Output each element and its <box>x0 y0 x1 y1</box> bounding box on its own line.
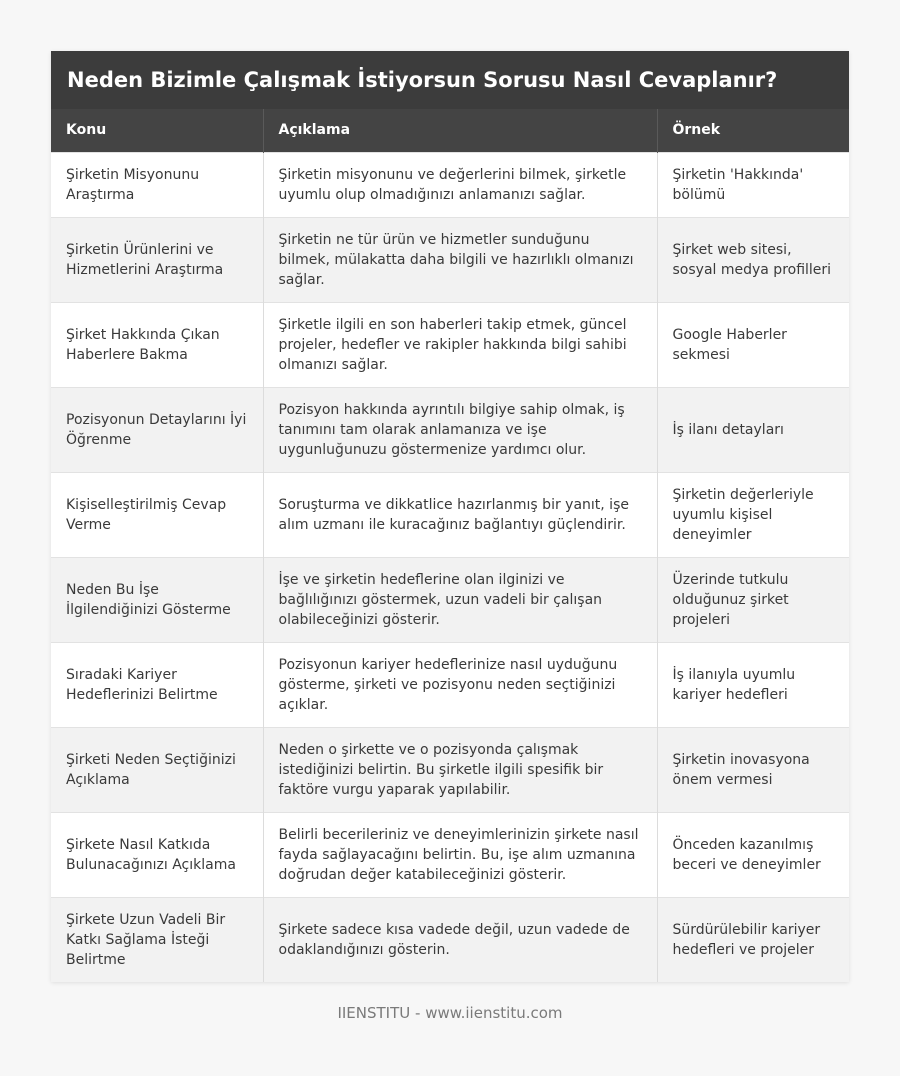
table-row <box>51 727 849 812</box>
table-row <box>51 152 849 217</box>
table-row <box>51 302 849 387</box>
table-row <box>51 472 849 557</box>
cell-aciklama: Şirketin ne tür ürün ve hizmetler sunduğunu bilmek, mülakatta daha bilgili ve hazırlıklı olmanızı sağlar. <box>263 217 657 302</box>
table-card <box>51 51 849 982</box>
cell-ornek: Önceden kazanılmış beceri ve deneyimler <box>657 812 849 897</box>
cell-ornek: İş ilanıyla uyumlu kariyer hedefleri <box>657 642 849 727</box>
cell-konu: Şirketin Misyonunu Araştırma <box>51 152 263 217</box>
cell-ornek: Şirketin 'Hakkında' bölümü <box>657 152 849 217</box>
cell-ornek: İş ilanı detayları <box>657 387 849 472</box>
cell-konu: Şirketin Ürünlerini ve Hizmetlerini Araştırma <box>51 217 263 302</box>
cell-ornek: Google Haberler sekmesi <box>657 302 849 387</box>
table-row <box>51 897 849 982</box>
cell-aciklama: İşe ve şirketin hedeflerine olan ilginizi ve bağlılığınızı göstermek, uzun vadeli bir çalışan olabileceğinizi gösterir. <box>263 557 657 642</box>
cell-konu: Şirket Hakkında Çıkan Haberlere Bakma <box>51 302 263 387</box>
footer-credit: IIENSTITU - www.iienstitu.com <box>337 1004 563 1022</box>
cell-konu: Şirkete Uzun Vadeli Bir Katkı Sağlama İsteği Belirtme <box>51 897 263 982</box>
cell-aciklama: Şirketin misyonunu ve değerlerini bilmek, şirketle uyumlu olup olmadığınızı anlamanızı sağlar. <box>263 152 657 217</box>
cell-aciklama: Neden o şirkette ve o pozisyonda çalışmak istediğinizi belirtin. Bu şirketle ilgili spesifik bir faktöre vurgu yaparak yapılabilir. <box>263 727 657 812</box>
column-header-konu: Konu <box>51 109 263 152</box>
cell-aciklama: Şirkete sadece kısa vadede değil, uzun vadede de odaklandığınızı gösterin. <box>263 897 657 982</box>
data-table <box>51 109 849 982</box>
cell-konu: Neden Bu İşe İlgilendiğinizi Gösterme <box>51 557 263 642</box>
table-row <box>51 642 849 727</box>
cell-aciklama: Belirli becerileriniz ve deneyimlerinizin şirkete nasıl fayda sağlayacağını belirtin. Bu, işe alım uzmanına doğrudan değer katabileceğinizi gösterir. <box>263 812 657 897</box>
page-title: Neden Bizimle Çalışmak İstiyorsun Sorusu Nasıl Cevaplanır? <box>51 51 849 109</box>
cell-aciklama: Pozisyonun kariyer hedeflerinize nasıl uyduğunu gösterme, şirketi ve pozisyonu neden seçtiğinizi açıklar. <box>263 642 657 727</box>
table-row <box>51 812 849 897</box>
cell-konu: Şirkete Nasıl Katkıda Bulunacağınızı Açıklama <box>51 812 263 897</box>
cell-konu: Pozisyonun Detaylarını İyi Öğrenme <box>51 387 263 472</box>
column-header-ornek: Örnek <box>657 109 849 152</box>
table-header-row <box>51 109 849 152</box>
cell-konu: Kişiselleştirilmiş Cevap Verme <box>51 472 263 557</box>
cell-konu: Şirketi Neden Seçtiğinizi Açıklama <box>51 727 263 812</box>
column-header-aciklama: Açıklama <box>263 109 657 152</box>
cell-ornek: Üzerinde tutkulu olduğunuz şirket projeleri <box>657 557 849 642</box>
cell-ornek: Sürdürülebilir kariyer hedefleri ve projeler <box>657 897 849 982</box>
table-row <box>51 387 849 472</box>
cell-aciklama: Şirketle ilgili en son haberleri takip etmek, güncel projeler, hedefler ve rakipler hakkında bilgi sahibi olmanızı sağlar. <box>263 302 657 387</box>
cell-ornek: Şirket web sitesi, sosyal medya profilleri <box>657 217 849 302</box>
cell-ornek: Şirketin inovasyona önem vermesi <box>657 727 849 812</box>
table-row <box>51 217 849 302</box>
cell-ornek: Şirketin değerleriyle uyumlu kişisel deneyimler <box>657 472 849 557</box>
cell-aciklama: Soruşturma ve dikkatlice hazırlanmış bir yanıt, işe alım uzmanı ile kuracağınız bağlantıyı güçlendirir. <box>263 472 657 557</box>
cell-aciklama: Pozisyon hakkında ayrıntılı bilgiye sahip olmak, iş tanımını tam olarak anlamanıza ve işe uygunluğunuzu göstermenize yardımcı olur. <box>263 387 657 472</box>
table-row <box>51 557 849 642</box>
cell-konu: Sıradaki Kariyer Hedeflerinizi Belirtme <box>51 642 263 727</box>
